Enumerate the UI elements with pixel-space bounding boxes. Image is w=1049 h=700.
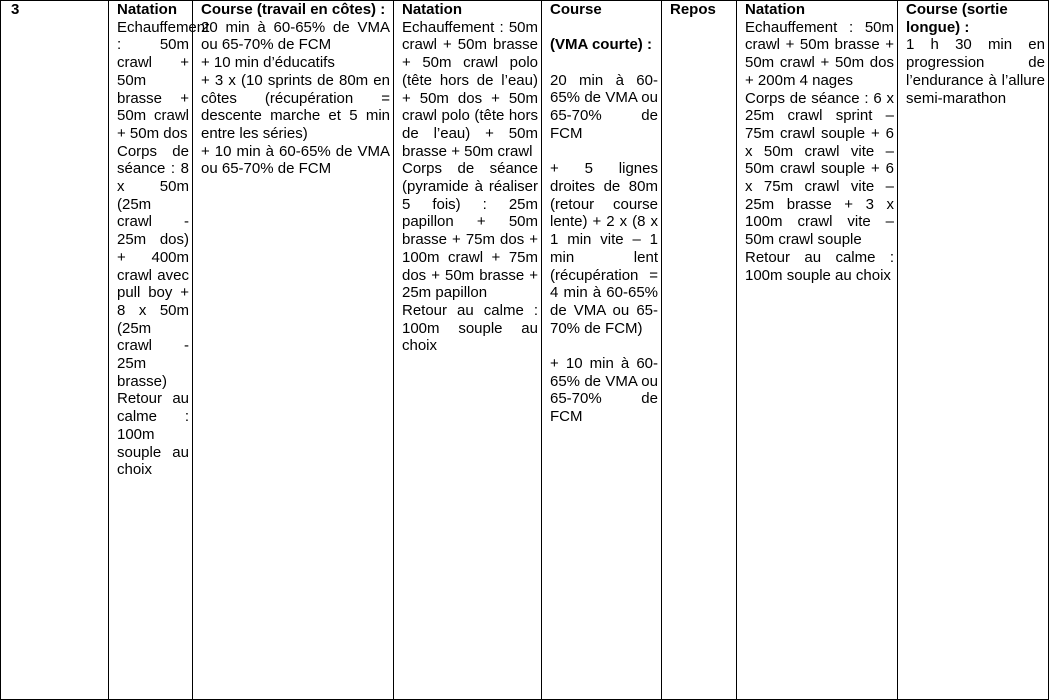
day-cell-monday xyxy=(109,1,210,700)
week-row xyxy=(1,1,1049,700)
session-paragraph: + 10 min à 60-65% de VMA ou 65-70% de FCM xyxy=(550,355,658,426)
week-cell xyxy=(1,1,109,700)
session-body-saturday xyxy=(745,19,894,285)
session-line: + 10 min à 60-65% de VMA ou 65-70% de FCM xyxy=(201,142,390,178)
day-cell-thursday xyxy=(542,1,662,700)
session-title-sunday: Course (sortie longue) : xyxy=(906,1,1008,36)
session-title-monday: Natation xyxy=(117,1,177,18)
session-title-thursday: Course xyxy=(550,1,602,18)
session-subtitle-thursday: (VMA courte) : xyxy=(550,36,652,54)
session-paragraph: 20 min à 60-65% de VMA ou 65-70% de FCM xyxy=(550,71,658,142)
session-line: Corps de séance (pyramide à réaliser 5 fois) : 25m papillon + 50m brasse + 75m dos + 100m crawl + 75m dos + 50m brasse + 25m papillon xyxy=(402,160,538,302)
day-cell-sunday xyxy=(898,1,1049,700)
session-line: Echauffement : 50m crawl + 50m brasse + 50m crawl + 50m dos + 200m 4 nages xyxy=(745,18,894,89)
session-body-monday xyxy=(117,18,210,479)
week-number: 3 xyxy=(11,1,20,18)
session-title-saturday: Natation xyxy=(745,1,805,18)
session-line: Retour au calme : 100m souple au choix xyxy=(117,390,189,479)
session-body-thursday xyxy=(550,72,658,426)
spacer xyxy=(550,143,658,161)
day-cell-saturday xyxy=(737,1,898,700)
session-body-wednesday xyxy=(402,19,538,355)
session-title-wednesday: Natation xyxy=(402,1,462,18)
session-line: Corps de séance : 8 x 50m (25m crawl - 25m dos) + 400m crawl avec pull boy + 8 x 50m (25m crawl - 25m brasse) xyxy=(117,142,189,390)
day-cell-tuesday xyxy=(193,1,394,700)
session-line: + 3 x (10 sprints de 80m en côtes (récupération = descente marche et 5 min entre les séries) xyxy=(201,71,390,142)
day-cell-wednesday xyxy=(394,1,542,700)
spacer xyxy=(550,54,658,72)
session-line: Retour au calme : 100m souple au choix xyxy=(402,301,538,355)
session-line: Echauffement : 50m crawl + 50m brasse + 50m crawl + 50m dos xyxy=(117,18,210,142)
spacer xyxy=(550,337,658,355)
day-cell-friday xyxy=(662,1,737,700)
session-line: 1 h 30 min en progression de l’endurance à l’allure semi-marathon xyxy=(906,36,1045,107)
session-line: + 10 min d’éducatifs xyxy=(201,54,335,72)
session-title-tuesday: Course (travail en côtes) : xyxy=(201,1,386,18)
session-line: Retour au calme : 100m souple au choix xyxy=(745,248,894,284)
session-title-friday: Repos xyxy=(670,1,716,18)
spacer xyxy=(550,19,658,37)
session-line: Corps de séance : 6 x 25m crawl sprint – 75m crawl souple + 6 x 50m crawl vite – 50m crawl souple + 6 x 75m crawl vite – 25m brasse + 3 x 100m crawl vite – 50m crawl souple xyxy=(745,89,894,249)
session-body-sunday xyxy=(906,36,1045,107)
session-body-tuesday xyxy=(201,19,390,178)
session-paragraph: + 5 lignes droites de 80m (retour course lente) + 2 x (8 x 1 min vite – 1 min lent (récupération = 4 min à 60-65% de VMA ou 65-70% de FCM) xyxy=(550,160,658,337)
session-line: 20 min à 60-65% de VMA ou 65-70% de FCM xyxy=(201,18,390,54)
session-line: Echauffement : 50m crawl + 50m brasse + 50m crawl polo (tête hors de l’eau) + 50m dos + 50m crawl polo (tête hors de l’eau) + 50m brasse + 50m crawl xyxy=(402,18,538,160)
